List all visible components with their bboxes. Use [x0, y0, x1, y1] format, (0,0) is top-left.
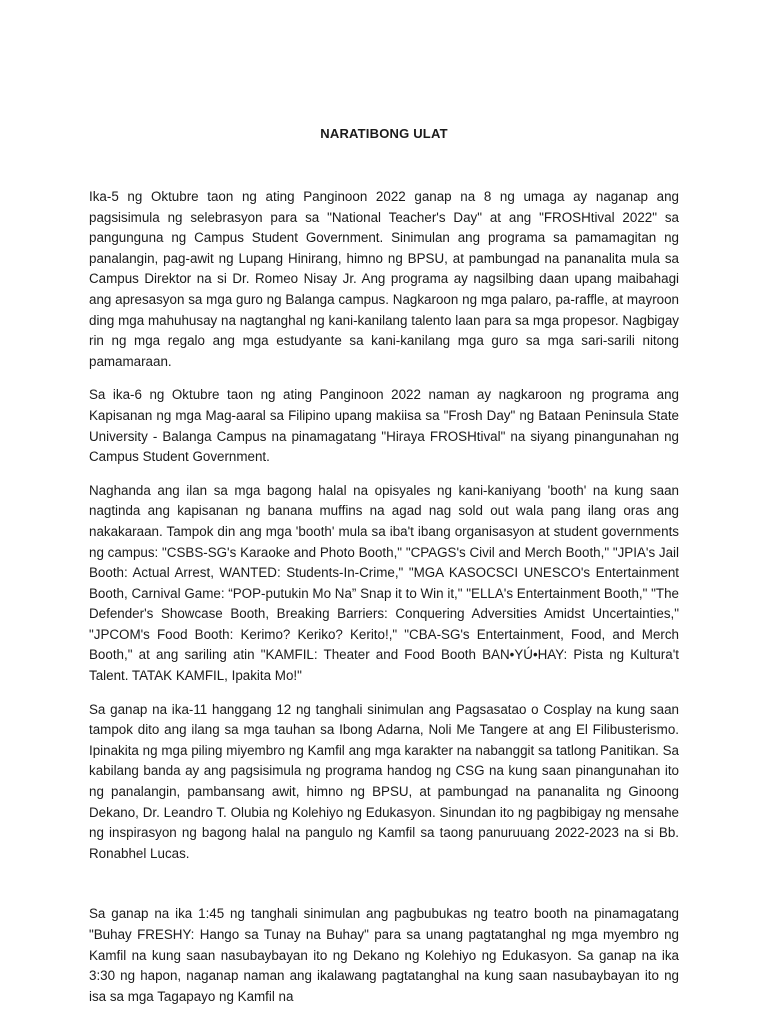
document-body	[89, 187, 679, 1020]
paragraph-3: Naghanda ang ilan sa mga bagong halal na opisyales ng kani-kaniyang 'booth' na kung saan nagtinda ang kapisanan ng banana muffins na agad nag sold out wala pang ilang oras ang nakakaraan. Tampok din ang mga 'booth' mula sa iba't ibang organisasyon at student governments ng campus: "CSBS-SG's Karaoke and Photo Booth," "CPAGS's Civil and Merch Booth," "JPIA's Jail Booth: Actual Arrest, WANTED: Students-In-Crime," "MGA KASOCSCI UNESCO's Entertainment Booth, Carnival Game: “POP-putukin Mo Na” Snap it to Win it," "ELLA's Entertainment Booth," "The Defender's Showcase Booth, Breaking Barriers: Conquering Adversities Amidst Uncertainties," "JPCOM's Food Booth: Kerimo? Keriko? Kerito!," "CBA-SG's Entertainment, Food, and Merch Booth," at ang sariling atin "KAMFIL: Theater and Food Booth BAN•YÚ•HAY: Pista ng Kultura't Talent. TATAK KAMFIL, Ipakita Mo!"	[89, 482, 679, 684]
document-title: NARATIBONG ULAT	[320, 126, 448, 141]
paragraph-4: Sa ganap na ika-11 hanggang 12 ng tanghali sinimulan ang Pagsasatao o Cosplay na kung saan tampok dito ang ilang sa mga tauhan sa Ibong Adarna, Noli Me Tangere at ang El Filibusterismo. Ipinakita ng mga piling miyembro ng Kamfil ang mga karakter na nabanggit sa tatlong Panitikan. Sa kabilang banda ay ang pagsisimula ng programa handog ng CSG na kung saan pinangunahan ito ng panalangin, pambansang awit, himno ng BPSU, at pambungad na pananalita ng Ginoong Dekano, Dr. Leandro T. Olubia ng Kolehiyo ng Edukasyon. Sinundan ito ng pagbibigay ng mensahe ng inspirasyon ng bagong halal na pangulo ng Kamfil sa taong panuruuang 2022-2023 na si Bb. Ronabhel Lucas.	[89, 701, 679, 861]
paragraph-2: Sa ika-6 ng Oktubre taon ng ating Panginoon 2022 naman ay nagkaroon ng programa ang Kapisanan ng mga Mag-aaral sa Filipino upang makiisa sa "Frosh Day" ng Bataan Peninsula State University - Balanga Campus na pinamagatang "Hiraya FROSHtival" na siyang pinangunahan ng Campus Student Government.	[89, 387, 679, 465]
paragraph-1: Ika-5 ng Oktubre taon ng ating Panginoon 2022 ganap na 8 ng umaga ay naganap ang pagsisimula ng selebrasyon para sa "National Teacher's Day" at ang "FROSHtival 2022" sa pangunguna ng Campus Student Government. Sinimulan ang programa sa pamamagitan ng panalangin, pag-awit ng Lupang Hinirang, himno ng BPSU, at pambungad na pananalita mula sa Campus Direktor na si Dr. Romeo Nisay Jr. Ang programa ay nagsilbing daan upang maibahagi ang apresasyon sa mga guro ng Balanga campus. Nagkaroon ng mga palaro, pa-raffle, at mayroon ding mga mahuhusay na nagtanghal ng kani-kanilang talento laan para sa mga propesor. Nagbigay rin ng mga regalo ang mga estudyante sa kani-kanilang mga guro sa mga sari-sarili nitong pamamaraan.	[89, 189, 679, 369]
paragraph-5: Sa ganap na ika 1:45 ng tanghali sinimulan ang pagbubukas ng teatro booth na pinamagatang "Buhay FRESHY: Hango sa Tunay na Buhay" para sa unang pagtatanghal ng mga myembro ng Kamfil na kung saan nasubaybayan ito ng Dekano ng Kolehiyo ng Edukasyon. Sa ganap na ika 3:30 ng hapon, naganap naman ang ikalawang pagtatanghal na kung saan nasubaybayan ito ng isa sa mga Tagapayo ng Kamfil na	[89, 906, 679, 1004]
